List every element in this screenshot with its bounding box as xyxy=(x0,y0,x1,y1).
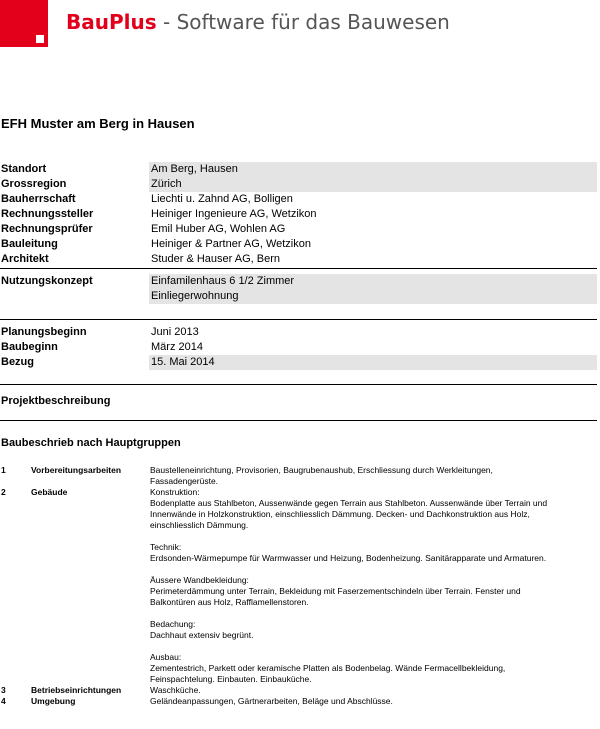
group-text-line: Feinspachtelung. Einbauten. Einbauküche. xyxy=(150,674,312,684)
date-row-planungsbeginn xyxy=(1,325,597,340)
group-text-line: Bodenplatte aus Stahlbeton, Aussenwände gegen Terrain aus Stahlbeton. Aussenwände über Terrain und xyxy=(150,498,548,508)
info-row-bauherrschaft xyxy=(1,192,597,207)
group-text-line: Geländeanpassungen, Gärtnerarbeiten, Beläge und Abschlüsse. xyxy=(150,696,393,706)
group-text-line: Innenwände in Holzkonstruktion, einschliesslich Dämmung. Decken- und Dachkonstruktion aus Holz, xyxy=(150,509,530,519)
info-label: Rechnungssteller xyxy=(1,208,94,220)
info-row-architekt xyxy=(1,252,597,267)
group-text-line: Zementestrich, Parkett oder keramische Platten als Bodenbelag. Wände Fermacellbekleidung, xyxy=(150,663,506,673)
project-description-heading: Projektbeschreibung xyxy=(1,395,111,407)
group-item xyxy=(1,696,597,707)
divider xyxy=(0,384,597,385)
group-text-line: Perimeterdämmung unter Terrain, Bekleidung mit Faserzementschindeln über Terrain. Fenster und xyxy=(150,586,521,596)
group-item xyxy=(1,685,597,696)
brand-separator: - xyxy=(156,10,177,34)
date-value: März 2014 xyxy=(151,341,203,353)
info-row-bauleitung xyxy=(1,237,597,252)
group-description xyxy=(150,487,597,685)
info-value: Heiniger Ingenieure AG, Wetzikon xyxy=(151,208,317,220)
group-text-line: Fassadengerüste. xyxy=(150,476,219,486)
usage-label: Nutzungskonzept xyxy=(1,275,93,287)
info-row-standort xyxy=(1,162,597,177)
info-value: Liechti u. Zahnd AG, Bolligen xyxy=(151,193,293,205)
usage-value: Einliegerwohnung xyxy=(149,289,597,304)
group-description xyxy=(150,465,597,487)
group-item xyxy=(1,487,597,685)
group-number: 2 xyxy=(1,487,6,497)
group-name: Umgebung xyxy=(31,696,76,706)
group-text-line: Ausbau: xyxy=(150,652,182,662)
usage-row xyxy=(1,274,597,289)
divider xyxy=(0,319,597,320)
date-row-baubeginn xyxy=(1,340,597,355)
brand-header xyxy=(66,10,450,34)
date-value: 15. Mai 2014 xyxy=(149,355,597,370)
group-name: Vorbereitungsarbeiten xyxy=(31,465,122,475)
divider xyxy=(0,420,597,421)
group-text-line: Waschküche. xyxy=(150,685,201,695)
info-label: Standort xyxy=(1,163,47,175)
info-row-rechnungspruefer xyxy=(1,222,597,237)
date-label: Bezug xyxy=(1,356,34,368)
group-text-line: Bedachung: xyxy=(150,619,196,629)
group-text-line: Baustelleneinrichtung, Provisorien, Baugrubenaushub, Erschliessung durch Werkleitungen, xyxy=(150,465,493,475)
group-text-line: Äussere Wandbekleidung: xyxy=(150,575,249,585)
construction-groups-list xyxy=(1,465,597,707)
info-label: Architekt xyxy=(1,253,49,265)
usage-row xyxy=(1,289,597,304)
usage-section xyxy=(1,274,597,304)
info-label: Grossregion xyxy=(1,178,67,190)
logo-mark xyxy=(0,0,48,47)
group-number: 4 xyxy=(1,696,6,706)
info-label: Rechnungsprüfer xyxy=(1,223,93,235)
divider xyxy=(0,268,597,269)
group-text-line: Balkontüren aus Holz, Rafflamellenstoren. xyxy=(150,597,309,607)
group-text-line: Erdsonden-Wärmepumpe für Warmwasser und Heizung, Bodenheizung. Sanitärapparate und Armaturen. xyxy=(150,553,547,563)
info-value: Am Berg, Hausen xyxy=(149,162,597,177)
date-value: Juni 2013 xyxy=(151,326,199,338)
group-text-line: einschliesslich Dämmung. xyxy=(150,520,249,530)
info-value: Heiniger & Partner AG, Wetzikon xyxy=(151,238,311,250)
brand-tagline: Software für das Bauwesen xyxy=(176,10,450,34)
project-info-table xyxy=(1,162,597,267)
group-name: Gebäude xyxy=(31,487,68,497)
info-label: Bauleitung xyxy=(1,238,58,250)
group-text-line: Dachhaut extensiv begrünt. xyxy=(150,630,254,640)
groups-heading: Baubeschrieb nach Hauptgruppen xyxy=(1,437,181,449)
info-value: Studer & Hauser AG, Bern xyxy=(151,253,281,265)
page-title: EFH Muster am Berg in Hausen xyxy=(1,116,195,131)
date-row-bezug xyxy=(1,355,597,370)
info-label: Bauherrschaft xyxy=(1,193,76,205)
dates-section xyxy=(1,325,597,370)
info-row-grossregion xyxy=(1,177,597,192)
date-label: Planungsbeginn xyxy=(1,326,87,338)
group-item xyxy=(1,465,597,487)
group-number: 1 xyxy=(1,465,6,475)
info-row-rechnungssteller xyxy=(1,207,597,222)
usage-value: Einfamilenhaus 6 1/2 Zimmer xyxy=(149,274,597,289)
info-value: Zürich xyxy=(149,177,597,192)
group-number: 3 xyxy=(1,685,6,695)
brand-name: BauPlus xyxy=(66,10,157,34)
date-label: Baubeginn xyxy=(1,341,58,353)
group-description xyxy=(150,685,597,696)
group-text-line: Technik: xyxy=(150,542,182,552)
group-description xyxy=(150,696,597,707)
group-name: Betriebseinrichtungen xyxy=(31,685,122,695)
info-value: Emil Huber AG, Wohlen AG xyxy=(151,223,286,235)
group-text-line: Konstruktion: xyxy=(150,487,200,497)
